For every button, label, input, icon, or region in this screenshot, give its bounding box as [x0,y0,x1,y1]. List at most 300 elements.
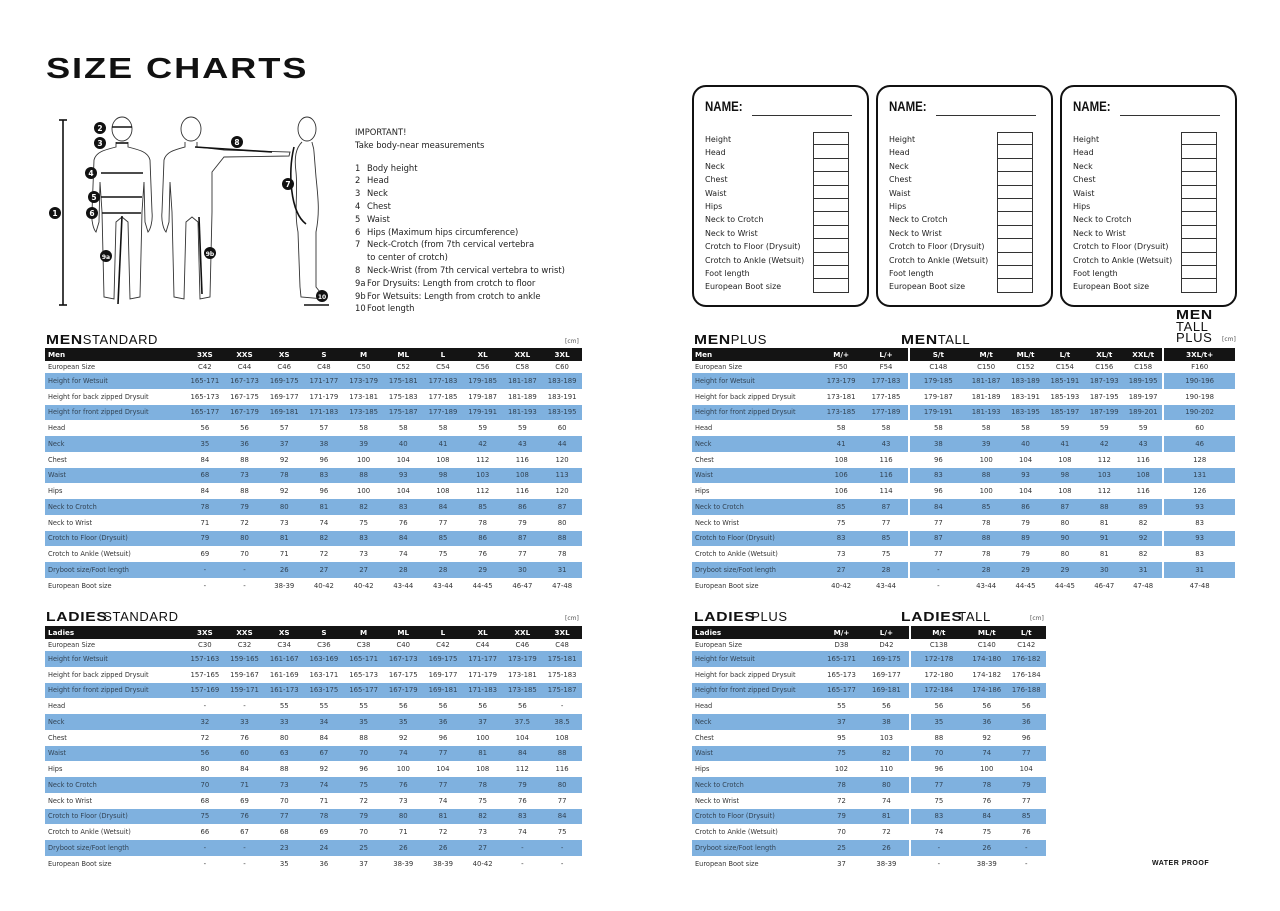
size-column-header: 3XS [185,626,225,639]
card-fields [1073,133,1172,294]
marker-5 [88,191,100,203]
table-row [45,483,582,499]
card-field-label: Crotch to Ankle (Wetsuit) [1073,255,1173,265]
row-label: Crotch to Floor (Drysuit) [692,809,819,825]
table-cell: 70 [344,746,384,762]
table-cell: 77 [438,518,448,527]
table-cell: 77 [1021,796,1031,805]
row-label: Head [695,424,713,433]
table-row [45,809,582,825]
table-cell: 84 [319,733,329,742]
table-cell: 88 [542,531,582,547]
table-cell: 47-48 [552,581,573,590]
legend-item-text: For Wetsuits: Length from crotch to ankle [367,290,541,301]
card-name-label: NAME: [1073,99,1111,114]
table-cell: 75 [359,518,368,527]
table-cell: 112 [515,765,529,774]
size-column-header: XS [264,626,304,639]
card-field-box[interactable] [997,159,1033,172]
measurement-card-1[interactable] [692,85,869,307]
table-cell: 77 [423,777,463,793]
card-field-box[interactable] [997,212,1033,225]
table-cell: - [503,840,543,856]
card-field-box[interactable] [997,172,1033,185]
table-cell: 56 [910,698,967,714]
table-cell: 116 [555,765,569,774]
table-cell: 76 [517,796,527,805]
table-cell: 181-187 [966,373,1005,389]
card-field-box[interactable] [813,226,849,239]
table-cell: 75 [438,550,448,559]
table-cell: 85 [864,531,909,547]
table-cell: 93 [1163,531,1235,547]
table-row [692,436,1235,452]
row-label: Height for front zipped Drysuit [45,405,185,421]
table-header-row [692,626,1046,639]
table-cell: F54 [879,363,893,371]
table-cell: 82 [463,809,503,825]
svg-text:9a: 9a [101,254,111,261]
table-cell: 100 [979,455,993,464]
card-field-box[interactable] [1181,186,1217,199]
row-label: Neck [692,436,819,452]
table-cell: 78 [264,468,304,484]
card-fields [705,133,804,294]
table-cell: 163-175 [304,683,344,699]
table-cell: 26 [383,840,423,856]
card-field-box[interactable] [1181,239,1217,252]
table-cell: 110 [879,765,893,774]
table-cell: D42 [879,641,894,649]
card-field-box[interactable] [1181,199,1217,212]
row-label: Height for back zipped Drysuit [48,392,149,401]
table-row [45,730,582,746]
table-cell: 72 [882,828,891,837]
table-cell: 74 [398,550,408,559]
row-label: Neck to Crotch [45,499,185,515]
table-header-row [692,348,1235,361]
table-cell: 86 [1006,499,1045,515]
card-field-box[interactable] [1181,226,1217,239]
size-column-header: M [344,626,384,639]
table-cell: - [225,840,265,856]
table-cell: 157-163 [185,651,225,667]
row-label: Crotch to Ankle (Wetsuit) [695,828,778,837]
table-cell: 83 [910,809,967,825]
table-cell: 179-187 [468,392,498,401]
table-cell: C156 [1095,363,1114,371]
size-column-header: 3XL/t+ [1163,348,1235,361]
row-label: Crotch to Floor (Drysuit) [45,531,185,547]
table-cell: 79 [225,499,265,515]
table-cell: C42 [198,363,212,371]
card-field-box[interactable] [1181,212,1217,225]
table-cell: 169-181 [423,683,463,699]
table-cell: 103 [1085,468,1124,484]
table-cell: 56 [882,702,891,711]
measurement-card-2[interactable] [876,85,1053,307]
table-cell: 165-177 [344,683,384,699]
row-label: Hips [695,765,710,774]
table-cell: 88 [966,531,1005,547]
row-label: Neck to Crotch [692,499,819,515]
table-cell: 56 [517,702,527,711]
table-cell: 187-195 [1089,392,1119,401]
table-cell: 74 [438,796,448,805]
table-cell: - [909,578,966,594]
men-plus-title: MENPLUS [694,332,768,347]
card-field-label: Neck to Crotch [1073,215,1132,225]
card-field-box[interactable] [813,279,849,292]
size-column-header: M/t [910,626,967,639]
table-cell: 38-39 [976,859,997,868]
table-cell: 179-187 [909,389,966,405]
card-field-box[interactable] [997,279,1033,292]
table-cell: 31 [1124,562,1163,578]
table-cell: 81 [304,499,344,515]
row-label: Height for Wetsuit [692,651,819,667]
card-boxes [997,132,1033,293]
table-cell: C148 [909,361,966,373]
table-cell: 80 [264,499,304,515]
table-cell: 35 [279,859,289,868]
table-cell: 58 [881,424,891,433]
table-cell: 80 [542,777,582,793]
marker-9b [204,247,216,259]
table-cell: 83 [304,468,344,484]
card-field-label: Neck [1073,161,1093,171]
size-column-header: ML [383,626,423,639]
row-label: European Size [695,363,743,371]
men-plus-tall-table [692,348,1235,594]
table-cell: 28 [966,562,1005,578]
table-cell: 58 [836,424,846,433]
row-label: European Boot size [48,581,112,590]
size-column-header: ML/t [967,626,1006,639]
table-cell: 85 [423,531,463,547]
table-cell: 60 [557,424,567,433]
table-cell: 71 [279,550,289,559]
row-label: Dryboot size/Foot length [45,840,185,856]
legend-item-text: Neck-Wrist (from 7th cervical vertebra to wrist) [367,264,565,275]
table-row [45,639,582,651]
table-row [692,468,1235,484]
table-cell: 171-177 [304,373,344,389]
table-cell: 163-171 [309,670,339,679]
row-label: Neck to Wrist [48,796,93,805]
table-cell: 92 [1124,531,1163,547]
table-cell: 79 [1006,777,1046,793]
table-cell: 85 [966,499,1005,515]
row-label: Crotch to Floor (Drysuit) [45,809,185,825]
table-cell: - [243,859,246,868]
table-cell: 171-179 [309,392,339,401]
table-cell: 82 [304,531,344,547]
ladies-standard-table [45,626,582,872]
size-column-header: XL/t [1085,348,1124,361]
table-cell: 39 [966,436,1005,452]
table-cell: 58 [359,424,368,433]
table-cell: 75 [836,518,846,527]
card-field-box[interactable] [997,253,1033,266]
table-cell: 43-44 [976,581,997,590]
table-cell: - [560,859,564,868]
table-cell: 36 [1006,714,1046,730]
table-cell: 116 [515,487,529,496]
table-cell: 176-184 [1011,670,1041,679]
table-cell: 69 [200,550,210,559]
table-cell: 161-173 [264,683,304,699]
legend-item-text: For Drysuits: Length from crotch to floor [367,277,536,288]
table-cell: 96 [910,761,967,777]
table-cell: 173-185 [819,405,864,421]
table-cell: 112 [1097,487,1111,496]
card-field-box[interactable] [813,132,849,145]
table-cell: 179-185 [463,373,503,389]
table-cell: 67 [240,828,249,837]
table-cell: 57 [319,424,329,433]
table-cell: 187-199 [1085,405,1124,421]
table-cell: 59 [1099,424,1109,433]
card-field-box[interactable] [1181,266,1217,279]
table-cell: - [560,702,564,711]
table-row [45,468,582,484]
row-label: Height for back zipped Drysuit [695,670,796,679]
table-cell: 37 [837,859,846,868]
card-field-box[interactable] [1181,159,1217,172]
card-field-box[interactable] [997,239,1033,252]
table-cell: - [542,840,582,856]
legend-item [355,174,585,187]
table-cell: 84 [967,809,1006,825]
table-cell: - [521,859,524,868]
table-cell: 84 [909,499,966,515]
card-field-label: Chest [889,175,912,185]
card-field-box[interactable] [1181,132,1217,145]
svg-text:3: 3 [97,139,103,148]
table-cell: 63 [264,746,304,762]
table-cell: 75 [881,550,891,559]
table-cell: 103 [463,468,503,484]
row-label: Head [48,424,66,433]
card-name-line[interactable] [936,115,1036,116]
card-name-line[interactable] [752,115,852,116]
legend-item-text: Chest [367,200,391,211]
table-row [692,761,1046,777]
table-cell: 58 [398,424,408,433]
table-cell: 69 [319,828,329,837]
table-cell: D38 [834,641,849,649]
table-cell: 78 [819,777,864,793]
table-cell: 108 [436,455,450,464]
size-column-header: 3XL [542,348,582,361]
card-field-box[interactable] [1181,279,1217,292]
table-cell: 93 [1006,468,1045,484]
table-cell: 169-175 [264,373,304,389]
table-cell: 98 [423,468,463,484]
table-row [45,499,582,515]
card-field-label: Height [1073,135,1100,144]
table-header-row [45,348,582,361]
table-cell: 55 [359,702,368,711]
table-cell: C44 [237,363,252,371]
table-cell: 58 [438,424,448,433]
card-field-box[interactable] [813,186,849,199]
table-cell: 84 [240,765,249,774]
row-label: European Size [48,641,96,649]
table-cell: 46-47 [512,581,533,590]
row-label: Neck [45,436,185,452]
table-cell: 169-175 [864,651,909,667]
table-cell: 104 [396,487,410,496]
table-cell: 37 [359,859,368,868]
table-cell: 30 [1085,562,1124,578]
table-cell: 95 [837,733,846,742]
row-label: European Boot size [695,859,759,868]
table-cell: 43-44 [393,581,414,590]
table-cell: 175-183 [547,670,577,679]
table-cell: 169-181 [264,405,304,421]
card-field-box[interactable] [813,172,849,185]
table-row [45,698,582,714]
table-cell: 38-39 [274,581,295,590]
table-cell: 103 [879,733,893,742]
table-row [692,746,1046,762]
legend-item-number: 1 [355,162,361,173]
table-cell: 169-177 [428,670,458,679]
table-cell: 75 [185,809,225,825]
row-label: European Boot size [695,581,759,590]
table-cell: 181-189 [507,392,537,401]
card-field-box[interactable] [813,199,849,212]
table-cell: 56 [982,702,992,711]
table-cell: C138 [910,639,967,651]
table-cell: 33 [264,714,304,730]
legend-important: IMPORTANT! [355,127,407,137]
card-field-box[interactable] [1181,172,1217,185]
table-cell: 159-165 [225,651,265,667]
table-cell: 78 [557,550,567,559]
table-row [692,777,1046,793]
table-cell: 112 [1097,455,1111,464]
table-cell: C42 [436,641,450,649]
table-cell: 58 [981,424,991,433]
card-name-line[interactable] [1120,115,1220,116]
men-tall-plus-title: MEN TALL PLUS [1176,307,1213,345]
table-cell: 92 [982,733,992,742]
legend-item [355,238,585,251]
table-cell: 76 [398,518,408,527]
measurement-legend [355,126,585,315]
card-field-box[interactable] [997,266,1033,279]
card-field-label: Waist [705,188,727,198]
table-cell: 96 [909,483,966,499]
card-field-box[interactable] [813,159,849,172]
marker-2 [94,122,106,134]
table-cell: 60 [1163,420,1235,436]
row-label: European Size [48,363,96,371]
card-field-box[interactable] [997,186,1033,199]
table-cell: 68 [200,796,210,805]
card-field-box[interactable] [813,212,849,225]
table-cell: 78 [967,777,1006,793]
table-cell: 77 [264,809,304,825]
table-row [45,361,582,373]
legend-item [355,277,585,290]
table-cell: 80 [200,765,210,774]
table-cell: 36 [423,714,463,730]
table-cell: 108 [1058,455,1072,464]
legend-item [355,302,585,315]
table-cell: 37 [463,714,503,730]
table-cell: 56 [240,424,249,433]
table-cell: C48 [555,641,569,649]
table-cell: C46 [277,363,292,371]
table-cell: 31 [1163,562,1235,578]
table-row [692,562,1235,578]
card-field-box[interactable] [1181,145,1217,158]
table-cell: 78 [463,777,503,793]
table-cell: 86 [503,499,543,515]
table-cell: 108 [834,455,848,464]
men-tall-plus-unit: [cm] [1222,336,1236,343]
table-header-row [45,626,582,639]
table-cell: 74 [383,746,423,762]
legend-item-number: 4 [355,200,361,211]
table-cell: 80 [864,777,909,793]
card-field-box[interactable] [997,199,1033,212]
card-field-box[interactable] [813,253,849,266]
table-row [692,714,1046,730]
table-cell: 69 [240,796,249,805]
card-field-box[interactable] [997,145,1033,158]
table-cell: 82 [864,746,909,762]
table-cell: 28 [423,562,463,578]
table-cell: 83 [344,531,384,547]
table-cell: 172-178 [910,651,967,667]
table-cell: 93 [383,468,423,484]
table-row [692,639,1046,651]
table-cell: 175-181 [383,373,423,389]
table-cell: 173-181 [826,392,856,401]
card-field-box[interactable] [813,239,849,252]
card-field-box[interactable] [997,226,1033,239]
table-cell: 108 [503,468,543,484]
card-field-box[interactable] [813,266,849,279]
table-cell: 171-183 [304,405,344,421]
measurement-card-3[interactable] [1060,85,1237,307]
table-cell: 38-39 [432,859,453,868]
card-field-label: Waist [1073,188,1095,198]
header-label: Ladies [692,626,819,639]
table-cell: 77 [909,515,966,531]
table-cell: 72 [200,733,210,742]
card-field-box[interactable] [1181,253,1217,266]
table-cell: 85 [819,499,864,515]
table-cell: 71 [319,796,329,805]
card-name-label: NAME: [889,99,927,114]
card-field-box[interactable] [997,132,1033,145]
table-cell: 27 [344,562,384,578]
table-row [45,515,582,531]
svg-text:8: 8 [234,138,240,147]
table-cell: 171-177 [463,651,503,667]
size-column-header: XXS [225,348,265,361]
card-field-box[interactable] [813,145,849,158]
card-field-label: Foot length [1073,268,1118,278]
card-field-label: Crotch to Ankle (Wetsuit) [705,255,805,265]
table-cell: 167-173 [383,651,423,667]
